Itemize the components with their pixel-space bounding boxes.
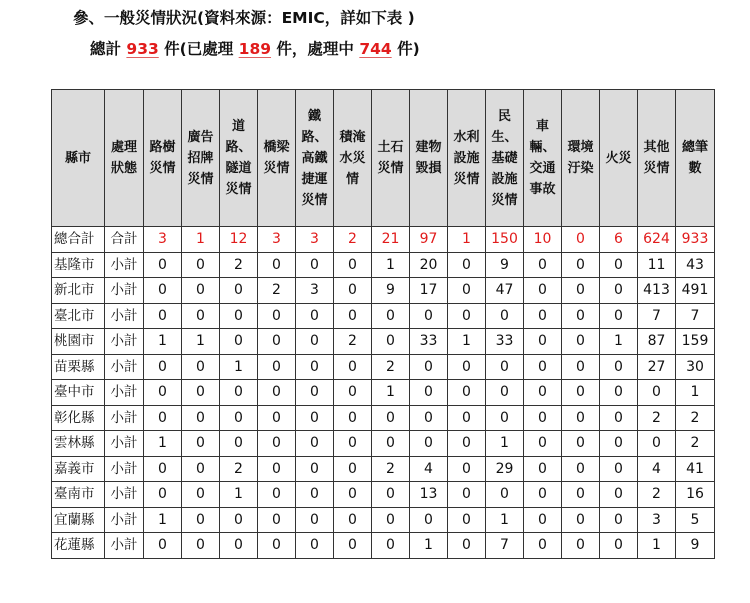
count-cell: 0 bbox=[600, 354, 638, 380]
count-cell: 0 bbox=[182, 354, 220, 380]
column-header: 環境 汙染 bbox=[562, 90, 600, 227]
count-cell: 16 bbox=[676, 482, 715, 508]
count-cell: 0 bbox=[334, 278, 372, 304]
count-cell: 0 bbox=[410, 507, 448, 533]
count-cell: 0 bbox=[296, 431, 334, 457]
count-cell: 0 bbox=[144, 252, 182, 278]
count-cell: 21 bbox=[372, 227, 410, 253]
table-row bbox=[52, 303, 715, 329]
status-cell: 小計 bbox=[105, 329, 144, 355]
count-cell: 0 bbox=[600, 533, 638, 559]
status-cell: 小計 bbox=[105, 252, 144, 278]
count-cell: 0 bbox=[296, 456, 334, 482]
count-cell: 0 bbox=[600, 303, 638, 329]
count-cell: 5 bbox=[676, 507, 715, 533]
count-cell: 2 bbox=[638, 405, 676, 431]
count-cell: 0 bbox=[524, 405, 562, 431]
disaster-table bbox=[51, 89, 715, 559]
count-cell: 0 bbox=[448, 278, 486, 304]
count-cell: 0 bbox=[144, 354, 182, 380]
county-cell: 桃園市 bbox=[52, 329, 105, 355]
count-cell: 0 bbox=[600, 252, 638, 278]
count-cell: 1 bbox=[372, 252, 410, 278]
count-cell: 0 bbox=[144, 533, 182, 559]
count-cell: 0 bbox=[562, 380, 600, 406]
count-cell: 1 bbox=[144, 507, 182, 533]
header-row bbox=[52, 90, 715, 227]
table-row bbox=[52, 431, 715, 457]
count-cell: 0 bbox=[296, 252, 334, 278]
count-cell: 0 bbox=[562, 431, 600, 457]
column-header: 民 生、 基礎 設施 災情 bbox=[486, 90, 524, 227]
count-cell: 4 bbox=[638, 456, 676, 482]
count-cell: 0 bbox=[524, 482, 562, 508]
count-cell: 9 bbox=[676, 533, 715, 559]
county-cell: 苗栗縣 bbox=[52, 354, 105, 380]
column-header: 路樹 災情 bbox=[144, 90, 182, 227]
count-cell: 0 bbox=[334, 380, 372, 406]
count-cell: 1 bbox=[638, 533, 676, 559]
count-cell: 0 bbox=[182, 278, 220, 304]
count-cell: 30 bbox=[676, 354, 715, 380]
count-cell: 0 bbox=[334, 482, 372, 508]
count-cell: 0 bbox=[372, 533, 410, 559]
count-cell: 0 bbox=[144, 278, 182, 304]
count-cell: 0 bbox=[182, 380, 220, 406]
count-cell: 0 bbox=[638, 380, 676, 406]
count-cell: 0 bbox=[448, 507, 486, 533]
count-cell: 491 bbox=[676, 278, 715, 304]
count-cell: 47 bbox=[486, 278, 524, 304]
table-row bbox=[52, 482, 715, 508]
count-cell: 0 bbox=[562, 533, 600, 559]
count-cell: 0 bbox=[524, 252, 562, 278]
count-cell: 97 bbox=[410, 227, 448, 253]
column-header: 積淹 水災 情 bbox=[334, 90, 372, 227]
count-cell: 0 bbox=[562, 456, 600, 482]
column-header: 廣告 招牌 災情 bbox=[182, 90, 220, 227]
count-cell: 2 bbox=[258, 278, 296, 304]
county-cell: 總合計 bbox=[52, 227, 105, 253]
count-cell: 1 bbox=[220, 354, 258, 380]
count-cell: 0 bbox=[220, 380, 258, 406]
count-cell: 0 bbox=[410, 380, 448, 406]
count-cell: 0 bbox=[258, 507, 296, 533]
count-cell: 0 bbox=[486, 380, 524, 406]
count-cell: 0 bbox=[562, 507, 600, 533]
status-cell: 小計 bbox=[105, 533, 144, 559]
table-row bbox=[52, 533, 715, 559]
count-cell: 2 bbox=[676, 431, 715, 457]
column-header: 道 路、 隧道 災情 bbox=[220, 90, 258, 227]
count-cell: 2 bbox=[372, 354, 410, 380]
count-cell: 0 bbox=[144, 303, 182, 329]
count-cell: 3 bbox=[258, 227, 296, 253]
county-cell: 雲林縣 bbox=[52, 431, 105, 457]
count-cell: 0 bbox=[486, 405, 524, 431]
count-cell: 0 bbox=[410, 303, 448, 329]
count-cell: 17 bbox=[410, 278, 448, 304]
count-cell: 33 bbox=[410, 329, 448, 355]
county-cell: 花蓮縣 bbox=[52, 533, 105, 559]
count-cell: 1 bbox=[448, 329, 486, 355]
count-cell: 0 bbox=[334, 456, 372, 482]
count-cell: 3 bbox=[144, 227, 182, 253]
count-cell: 0 bbox=[600, 507, 638, 533]
count-cell: 6 bbox=[600, 227, 638, 253]
count-cell: 43 bbox=[676, 252, 715, 278]
count-cell: 0 bbox=[372, 405, 410, 431]
count-cell: 0 bbox=[562, 329, 600, 355]
count-cell: 1 bbox=[600, 329, 638, 355]
count-cell: 2 bbox=[638, 482, 676, 508]
count-cell: 0 bbox=[258, 482, 296, 508]
count-cell: 1 bbox=[448, 227, 486, 253]
count-cell: 0 bbox=[258, 405, 296, 431]
count-cell: 0 bbox=[562, 278, 600, 304]
county-cell: 臺北市 bbox=[52, 303, 105, 329]
county-cell: 臺南市 bbox=[52, 482, 105, 508]
section-title: 參、一般災情狀況(資料來源：EMIC，詳如下表 ) bbox=[73, 9, 415, 27]
count-cell: 0 bbox=[334, 252, 372, 278]
status-cell: 小計 bbox=[105, 405, 144, 431]
count-cell: 0 bbox=[144, 380, 182, 406]
count-cell: 7 bbox=[486, 533, 524, 559]
count-cell: 0 bbox=[334, 405, 372, 431]
count-cell: 0 bbox=[220, 533, 258, 559]
count-cell: 0 bbox=[410, 405, 448, 431]
count-cell: 2 bbox=[676, 405, 715, 431]
count-cell: 0 bbox=[296, 303, 334, 329]
count-cell: 1 bbox=[182, 227, 220, 253]
count-cell: 0 bbox=[144, 482, 182, 508]
column-header: 車 輛、 交通 事故 bbox=[524, 90, 562, 227]
table-row bbox=[52, 405, 715, 431]
status-cell: 合計 bbox=[105, 227, 144, 253]
count-cell: 0 bbox=[334, 303, 372, 329]
count-cell: 2 bbox=[220, 252, 258, 278]
count-cell: 20 bbox=[410, 252, 448, 278]
county-cell: 嘉義市 bbox=[52, 456, 105, 482]
county-cell: 臺中市 bbox=[52, 380, 105, 406]
count-cell: 0 bbox=[448, 405, 486, 431]
count-cell: 0 bbox=[448, 380, 486, 406]
count-cell: 0 bbox=[144, 405, 182, 431]
status-cell: 小計 bbox=[105, 482, 144, 508]
column-header: 鐵 路、 高鐵 捷運 災情 bbox=[296, 90, 334, 227]
count-cell: 0 bbox=[296, 405, 334, 431]
column-header: 建物 毀損 bbox=[410, 90, 448, 227]
count-cell: 0 bbox=[144, 456, 182, 482]
total-count: 933 bbox=[126, 40, 159, 58]
count-cell: 33 bbox=[486, 329, 524, 355]
count-cell: 1 bbox=[486, 431, 524, 457]
status-cell: 小計 bbox=[105, 456, 144, 482]
count-cell: 0 bbox=[448, 431, 486, 457]
count-cell: 0 bbox=[524, 380, 562, 406]
table-row bbox=[52, 380, 715, 406]
count-cell: 0 bbox=[600, 278, 638, 304]
count-cell: 0 bbox=[296, 380, 334, 406]
column-header: 處理 狀態 bbox=[105, 90, 144, 227]
count-cell: 0 bbox=[372, 329, 410, 355]
count-cell: 0 bbox=[448, 354, 486, 380]
count-cell: 0 bbox=[258, 456, 296, 482]
count-cell: 0 bbox=[258, 303, 296, 329]
summary-mid2: 件，處理中 bbox=[271, 40, 360, 58]
count-cell: 0 bbox=[562, 354, 600, 380]
count-cell: 0 bbox=[296, 329, 334, 355]
count-cell: 1 bbox=[144, 431, 182, 457]
count-cell: 0 bbox=[334, 354, 372, 380]
count-cell: 0 bbox=[258, 329, 296, 355]
count-cell: 13 bbox=[410, 482, 448, 508]
count-cell: 27 bbox=[638, 354, 676, 380]
count-cell: 1 bbox=[486, 507, 524, 533]
count-cell: 0 bbox=[448, 482, 486, 508]
count-cell: 0 bbox=[258, 252, 296, 278]
count-cell: 0 bbox=[372, 482, 410, 508]
count-cell: 0 bbox=[410, 354, 448, 380]
count-cell: 0 bbox=[220, 329, 258, 355]
count-cell: 0 bbox=[410, 431, 448, 457]
count-cell: 1 bbox=[410, 533, 448, 559]
column-header: 火災 bbox=[600, 90, 638, 227]
table-row bbox=[52, 278, 715, 304]
count-cell: 7 bbox=[638, 303, 676, 329]
count-cell: 2 bbox=[220, 456, 258, 482]
table-body bbox=[52, 227, 715, 559]
count-cell: 0 bbox=[334, 431, 372, 457]
column-header: 水利 設施 災情 bbox=[448, 90, 486, 227]
count-cell: 413 bbox=[638, 278, 676, 304]
count-cell: 0 bbox=[562, 482, 600, 508]
count-cell: 0 bbox=[258, 533, 296, 559]
count-cell: 0 bbox=[524, 329, 562, 355]
status-cell: 小計 bbox=[105, 354, 144, 380]
count-cell: 0 bbox=[296, 533, 334, 559]
count-cell: 0 bbox=[600, 456, 638, 482]
count-cell: 150 bbox=[486, 227, 524, 253]
count-cell: 0 bbox=[296, 507, 334, 533]
column-header: 其他 災情 bbox=[638, 90, 676, 227]
count-cell: 10 bbox=[524, 227, 562, 253]
count-cell: 0 bbox=[334, 533, 372, 559]
summary-suffix: 件) bbox=[391, 40, 420, 58]
count-cell: 11 bbox=[638, 252, 676, 278]
processed-count: 189 bbox=[238, 40, 272, 58]
count-cell: 0 bbox=[524, 533, 562, 559]
table-row bbox=[52, 329, 715, 355]
county-cell: 基隆市 bbox=[52, 252, 105, 278]
table-row bbox=[52, 507, 715, 533]
count-cell: 0 bbox=[600, 405, 638, 431]
count-cell: 0 bbox=[486, 303, 524, 329]
count-cell: 0 bbox=[372, 303, 410, 329]
count-cell: 0 bbox=[220, 278, 258, 304]
count-cell: 0 bbox=[182, 303, 220, 329]
summary-mid1: 件(已處理 bbox=[158, 40, 239, 58]
count-cell: 1 bbox=[676, 380, 715, 406]
count-cell: 0 bbox=[296, 482, 334, 508]
count-cell: 2 bbox=[334, 227, 372, 253]
count-cell: 41 bbox=[676, 456, 715, 482]
count-cell: 12 bbox=[220, 227, 258, 253]
summary-prefix: 總計 bbox=[90, 40, 127, 58]
table-row bbox=[52, 252, 715, 278]
count-cell: 0 bbox=[258, 431, 296, 457]
in-progress-count: 744 bbox=[359, 40, 392, 58]
count-cell: 0 bbox=[182, 507, 220, 533]
count-cell: 0 bbox=[182, 431, 220, 457]
column-header: 縣市 bbox=[52, 90, 105, 227]
count-cell: 0 bbox=[372, 431, 410, 457]
count-cell: 0 bbox=[448, 533, 486, 559]
count-cell: 1 bbox=[182, 329, 220, 355]
count-cell: 2 bbox=[334, 329, 372, 355]
count-cell: 0 bbox=[524, 303, 562, 329]
count-cell: 0 bbox=[220, 507, 258, 533]
count-cell: 4 bbox=[410, 456, 448, 482]
county-cell: 宜蘭縣 bbox=[52, 507, 105, 533]
count-cell: 0 bbox=[524, 431, 562, 457]
count-cell: 624 bbox=[638, 227, 676, 253]
count-cell: 0 bbox=[638, 431, 676, 457]
status-cell: 小計 bbox=[105, 507, 144, 533]
table-row bbox=[52, 354, 715, 380]
count-cell: 0 bbox=[182, 482, 220, 508]
count-cell: 3 bbox=[296, 227, 334, 253]
status-cell: 小計 bbox=[105, 278, 144, 304]
count-cell: 0 bbox=[486, 482, 524, 508]
county-cell: 新北市 bbox=[52, 278, 105, 304]
count-cell: 3 bbox=[638, 507, 676, 533]
count-cell: 0 bbox=[334, 507, 372, 533]
count-cell: 0 bbox=[562, 405, 600, 431]
column-header: 橋梁 災情 bbox=[258, 90, 296, 227]
count-cell: 0 bbox=[448, 303, 486, 329]
count-cell: 0 bbox=[220, 303, 258, 329]
count-cell: 0 bbox=[524, 456, 562, 482]
count-cell: 0 bbox=[296, 354, 334, 380]
count-cell: 0 bbox=[182, 533, 220, 559]
count-cell: 0 bbox=[448, 456, 486, 482]
count-cell: 0 bbox=[182, 456, 220, 482]
count-cell: 0 bbox=[562, 303, 600, 329]
count-cell: 29 bbox=[486, 456, 524, 482]
count-cell: 0 bbox=[258, 354, 296, 380]
count-cell: 0 bbox=[600, 482, 638, 508]
count-cell: 0 bbox=[600, 431, 638, 457]
count-cell: 0 bbox=[600, 380, 638, 406]
status-cell: 小計 bbox=[105, 380, 144, 406]
county-cell: 彰化縣 bbox=[52, 405, 105, 431]
count-cell: 0 bbox=[258, 380, 296, 406]
count-cell: 3 bbox=[296, 278, 334, 304]
count-cell: 159 bbox=[676, 329, 715, 355]
table-row bbox=[52, 456, 715, 482]
status-cell: 小計 bbox=[105, 431, 144, 457]
count-cell: 1 bbox=[372, 380, 410, 406]
count-cell: 0 bbox=[486, 354, 524, 380]
count-cell: 0 bbox=[524, 354, 562, 380]
count-cell: 2 bbox=[372, 456, 410, 482]
count-cell: 9 bbox=[486, 252, 524, 278]
count-cell: 7 bbox=[676, 303, 715, 329]
count-cell: 0 bbox=[220, 431, 258, 457]
count-cell: 0 bbox=[524, 507, 562, 533]
status-cell: 小計 bbox=[105, 303, 144, 329]
count-cell: 0 bbox=[182, 252, 220, 278]
count-cell: 87 bbox=[638, 329, 676, 355]
column-header: 總筆 數 bbox=[676, 90, 715, 227]
count-cell: 933 bbox=[676, 227, 715, 253]
count-cell: 1 bbox=[144, 329, 182, 355]
count-cell: 1 bbox=[220, 482, 258, 508]
count-cell: 9 bbox=[372, 278, 410, 304]
count-cell: 0 bbox=[562, 252, 600, 278]
count-cell: 0 bbox=[372, 507, 410, 533]
count-cell: 0 bbox=[220, 405, 258, 431]
count-cell: 0 bbox=[524, 278, 562, 304]
count-cell: 0 bbox=[448, 252, 486, 278]
total-row bbox=[52, 227, 715, 253]
count-cell: 0 bbox=[562, 227, 600, 253]
count-cell: 0 bbox=[182, 405, 220, 431]
column-header: 土石 災情 bbox=[372, 90, 410, 227]
summary-line bbox=[90, 37, 420, 59]
